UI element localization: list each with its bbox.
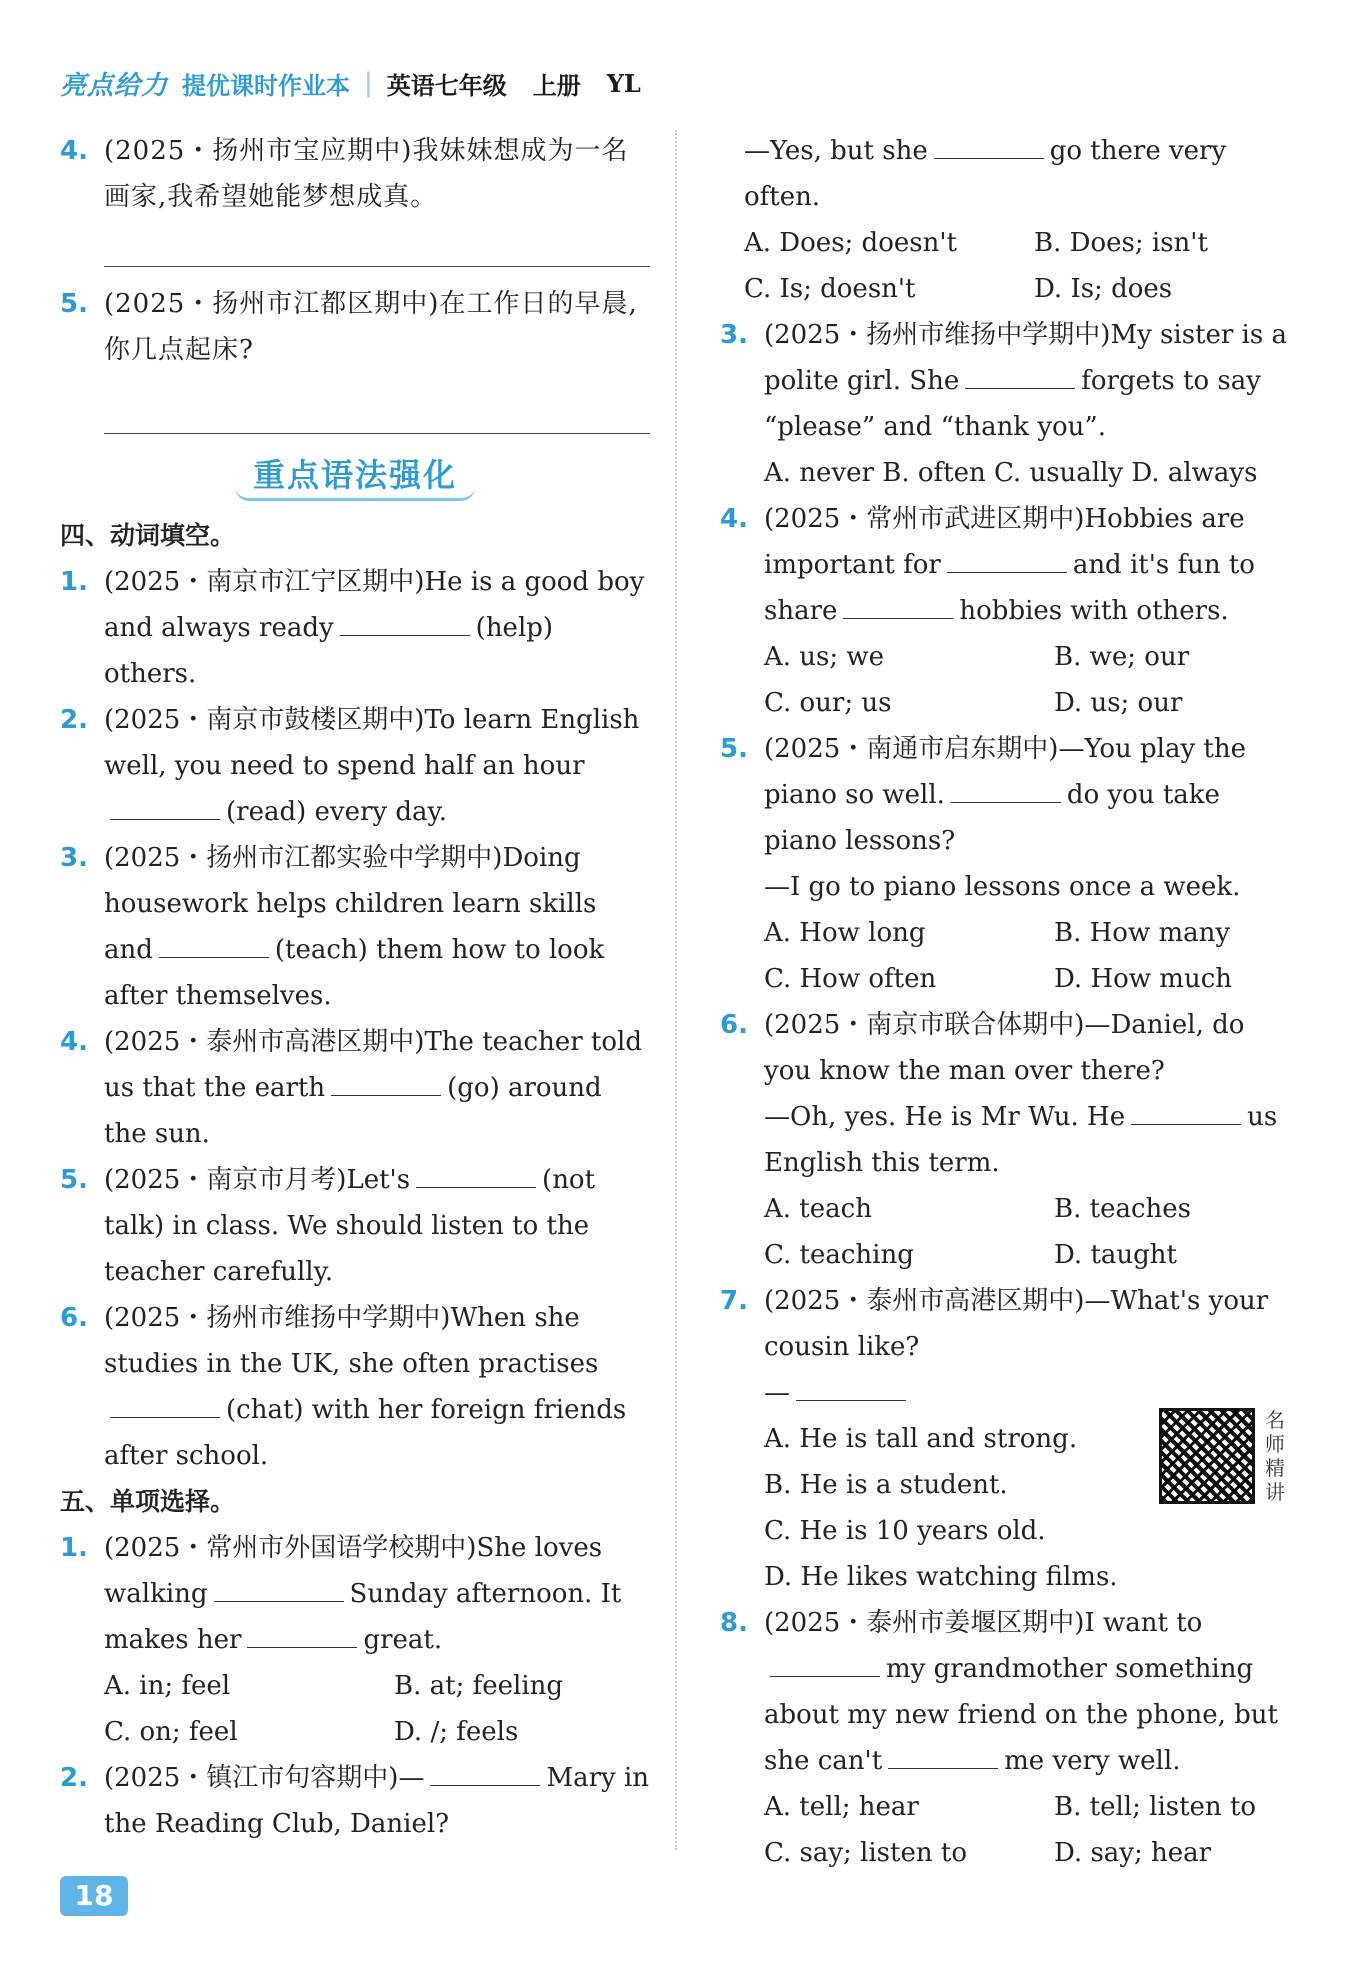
question-number: 6.	[60, 1303, 88, 1333]
question-text: (2025・扬州市维扬中学期中)My sister is a polite girl. She	[764, 320, 1287, 396]
option-d[interactable]: D. say; hear	[1054, 1838, 1212, 1868]
options	[764, 1784, 1295, 1876]
part-heading: 四、动词填空。	[60, 521, 236, 550]
translation-question	[60, 281, 650, 373]
answer-line[interactable]	[104, 226, 650, 267]
header-divider: |	[364, 68, 373, 98]
question-number: 6.	[720, 1010, 748, 1040]
question-text: (2025・常州市武进区期中)Hobbies are important for	[764, 504, 1245, 580]
question-text: (2025・扬州市宝应期中)我妹妹想成为一名画家,我希望她能梦想成真。	[104, 136, 629, 212]
question-number: 2.	[60, 1763, 88, 1793]
question-number: 5.	[720, 734, 748, 764]
question-text: (2025・南京市联合体期中)—Daniel, do you know the man over there?	[764, 1010, 1245, 1086]
option-a[interactable]: A. tell; hear	[764, 1792, 919, 1822]
answer-blank[interactable]	[247, 1623, 357, 1648]
question-text: (2025・南京市月考)Let's	[104, 1165, 411, 1195]
option-b[interactable]: B. at; feeling	[394, 1671, 564, 1701]
option-d[interactable]: D. /; feels	[394, 1717, 519, 1747]
answer-line[interactable]	[104, 393, 650, 434]
answer-blank[interactable]	[214, 1577, 344, 1602]
question-text: Mary in the Reading Club, Daniel?	[104, 1763, 650, 1839]
option-b[interactable]: B. tell; listen to	[1054, 1792, 1257, 1822]
options	[764, 910, 1295, 1002]
dialogue-dash: —	[764, 1378, 790, 1408]
question-text: (read) every day.	[226, 797, 447, 827]
choice-question	[720, 1002, 1295, 1278]
question-text: (teach) them how to look after themselves.	[104, 935, 605, 1011]
qr-label: 名师精讲	[1265, 1408, 1285, 1504]
options	[104, 1663, 650, 1755]
fill-question	[60, 697, 650, 835]
question-text: (2025・扬州市维扬中学期中)When she studies in the UK, she often practises	[104, 1303, 599, 1379]
choice-question	[60, 1525, 650, 1755]
options[interactable]: A. never B. often C. usually D. always	[764, 458, 1258, 488]
option-a[interactable]: A. in; feel	[104, 1671, 231, 1701]
option-c[interactable]: C. teaching	[764, 1240, 914, 1270]
question-number: 8.	[720, 1608, 748, 1638]
answer-blank[interactable]	[331, 1071, 441, 1096]
left-column	[60, 128, 650, 1847]
book-subtitle: 提优课时作业本	[182, 71, 351, 100]
answer-blank[interactable]	[340, 611, 470, 636]
volume: 上册	[532, 71, 581, 100]
answer-blank[interactable]	[888, 1744, 998, 1769]
question-number: 3.	[60, 843, 88, 873]
option-b[interactable]: B. Does; isn't	[1034, 228, 1208, 258]
answer-blank[interactable]	[1131, 1100, 1241, 1125]
choice-question	[60, 1755, 650, 1847]
option-c[interactable]: C. He is 10 years old.	[764, 1516, 1046, 1546]
option-d[interactable]: D. Is; does	[1034, 274, 1173, 304]
publisher: YL	[606, 68, 641, 98]
question-text: (2025・泰州市姜堰区期中)I want to	[764, 1608, 1203, 1638]
option-c[interactable]: C. on; feel	[104, 1717, 238, 1747]
question-number: 2.	[60, 705, 88, 735]
question-text: (2025・南通市启东期中)—You play the piano so well.	[764, 734, 1247, 810]
question-number: 3.	[720, 320, 748, 350]
option-a[interactable]: A. Does; doesn't	[744, 228, 957, 258]
fill-question	[60, 835, 650, 1019]
question-text: (2025・扬州市江都区期中)在工作日的早晨,你几点起床?	[104, 289, 638, 365]
question-number: 4.	[60, 1027, 88, 1057]
question-text: —Oh, yes. He is Mr Wu. He	[764, 1102, 1126, 1132]
option-a[interactable]: A. He is tall and strong.	[764, 1424, 1078, 1454]
question-text: do you take piano lessons?	[764, 780, 1220, 856]
question-text: (2025・扬州市江都实验中学期中)Doing housework helps children learn skills and	[104, 843, 597, 965]
options	[764, 1186, 1295, 1278]
answer-blank[interactable]	[843, 594, 953, 619]
page-number: 18	[60, 1876, 128, 1916]
answer-blank[interactable]	[796, 1376, 906, 1401]
question-text: (2025・泰州市高港区期中)—What's your cousin like?	[764, 1286, 1269, 1362]
fill-question	[60, 559, 650, 697]
option-b[interactable]: B. How many	[1054, 918, 1231, 948]
option-c[interactable]: C. say; listen to	[764, 1838, 967, 1868]
question-number: 7.	[720, 1286, 748, 1316]
part-heading: 五、单项选择。	[60, 1487, 236, 1516]
question-text: (2025・泰州市高港区期中)The teacher told us that the earth	[104, 1027, 642, 1103]
choice-question	[720, 1600, 1295, 1876]
question-text: great.	[363, 1625, 443, 1655]
question-text: (2025・南京市鼓楼区期中)To learn English well, you need to spend half an hour	[104, 705, 640, 781]
subject-grade: 英语七年级	[386, 71, 507, 100]
question-text: (2025・镇江市句容期中)—	[104, 1763, 425, 1793]
qr-code-icon[interactable]	[1159, 1408, 1255, 1504]
question-text: my grandmother something about my new friend on the phone, but she can't	[764, 1654, 1278, 1776]
answer-blank[interactable]	[951, 778, 1061, 803]
fill-question	[60, 1157, 650, 1295]
question-text: (go) around the sun.	[104, 1073, 602, 1149]
answer-blank[interactable]	[110, 1393, 220, 1418]
option-c[interactable]: C. our; us	[764, 688, 892, 718]
section-title: 重点语法强化	[60, 452, 650, 501]
question-number: 1.	[60, 567, 88, 597]
question-text: (2025・常州市外国语学校期中)She loves walking	[104, 1533, 603, 1609]
answer-blank[interactable]	[430, 1761, 540, 1786]
choice-question	[720, 726, 1295, 1002]
question-text: me very well.	[1004, 1746, 1181, 1776]
answer-blank[interactable]	[965, 364, 1075, 389]
fill-question	[60, 1295, 650, 1479]
question-text: (help) others.	[104, 613, 554, 689]
question-text: go there very often.	[744, 136, 1227, 212]
question-continuation	[720, 128, 1295, 220]
option-b[interactable]: B. we; our	[1054, 642, 1190, 672]
brand-logo: 亮点给力	[60, 70, 169, 101]
page-header	[60, 62, 641, 104]
choice-question	[720, 312, 1295, 496]
options	[764, 634, 1295, 726]
dialogue-reply: —I go to piano lessons once a week.	[764, 872, 1241, 902]
question-text: (chat) with her foreign friends after school.	[104, 1395, 627, 1471]
option-a[interactable]: A. teach	[764, 1194, 872, 1224]
options	[720, 220, 1295, 312]
fill-question	[60, 1019, 650, 1157]
question-text: and it's fun to share	[764, 550, 1255, 626]
option-d[interactable]: D. He likes watching films.	[764, 1562, 1118, 1592]
question-text: —Yes, but she	[744, 136, 928, 166]
column-divider	[675, 130, 677, 1850]
answer-blank[interactable]	[416, 1163, 536, 1188]
option-a[interactable]: A. us; we	[764, 642, 885, 672]
question-text: forgets to say “please” and “thank you”.	[764, 366, 1261, 442]
question-number: 1.	[60, 1533, 88, 1563]
right-column	[720, 128, 1295, 1876]
choice-question	[720, 1278, 1295, 1600]
question-text: hobbies with others.	[959, 596, 1229, 626]
question-text: Sunday afternoon. It makes her	[104, 1579, 622, 1655]
option-b[interactable]: B. teaches	[1054, 1194, 1192, 1224]
answer-blank[interactable]	[947, 548, 1067, 573]
question-number: 4.	[720, 504, 748, 534]
question-number: 5.	[60, 1165, 88, 1195]
option-b[interactable]: B. He is a student.	[764, 1470, 1008, 1500]
answer-blank[interactable]	[110, 795, 220, 820]
answer-blank[interactable]	[934, 134, 1044, 159]
answer-blank[interactable]	[159, 933, 269, 958]
option-d[interactable]: D. taught	[1054, 1240, 1177, 1270]
translation-question	[60, 128, 650, 220]
question-number: 4.	[60, 136, 88, 166]
option-d[interactable]: D. How much	[1054, 964, 1233, 994]
answer-blank[interactable]	[770, 1652, 880, 1677]
question-text: (2025・南京市江宁区期中)He is a good boy and always ready	[104, 567, 645, 643]
option-d[interactable]: D. us; our	[1054, 688, 1183, 718]
qr-code[interactable]	[1159, 1408, 1285, 1508]
option-c[interactable]: C. How often	[764, 964, 937, 994]
option-c[interactable]: C. Is; doesn't	[744, 274, 916, 304]
question-number: 5.	[60, 289, 88, 319]
choice-question	[720, 496, 1295, 726]
option-a[interactable]: A. How long	[764, 918, 926, 948]
question-text: us English this term.	[764, 1102, 1278, 1178]
question-text: (not talk) in class. We should listen to the teacher carefully.	[104, 1165, 596, 1287]
